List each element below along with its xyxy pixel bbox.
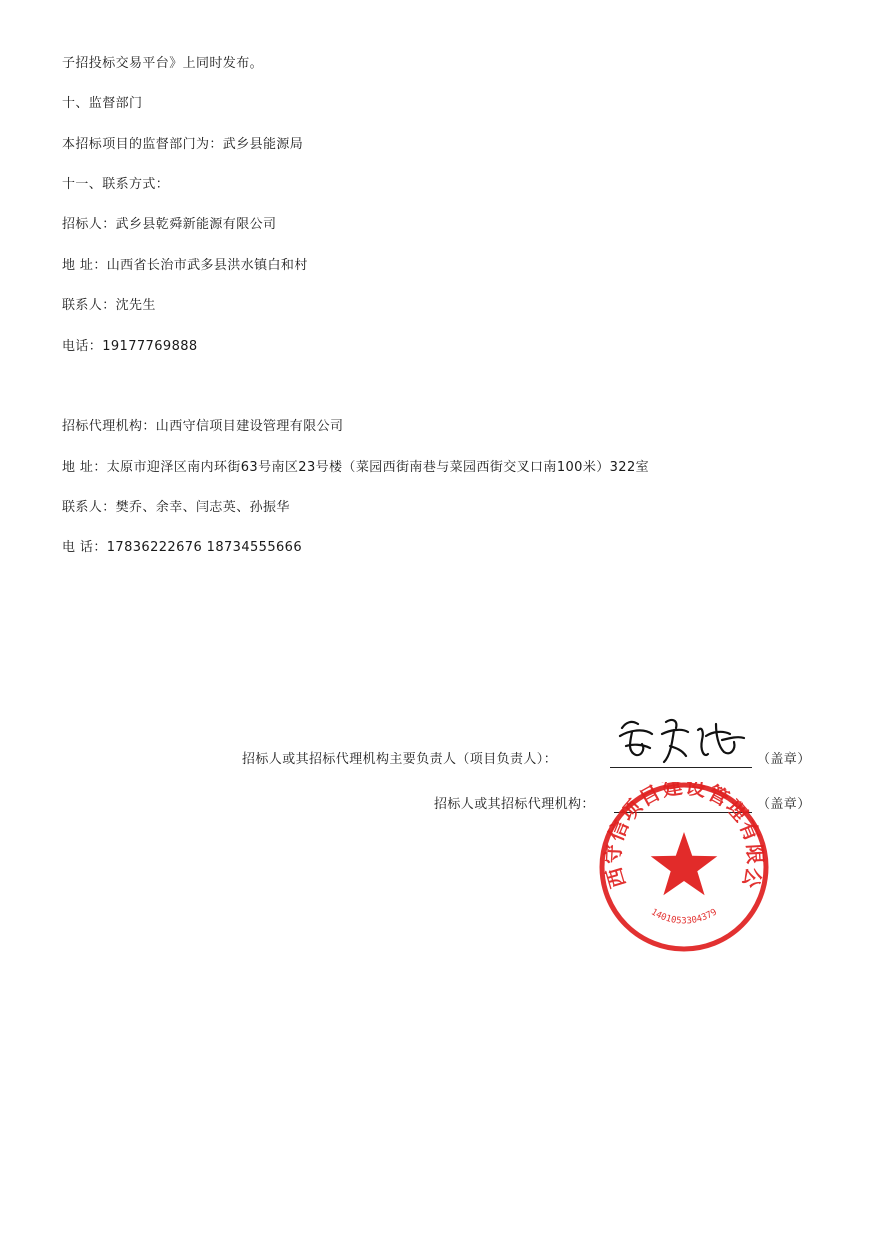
agency-phone: 电 话：17836222676 18734555666 xyxy=(62,540,303,555)
agency-contacts: 联系人：樊乔、余幸、闫志英、孙振华 xyxy=(62,500,290,515)
seal-svg xyxy=(594,782,774,952)
responsible-label: 招标人或其招标代理机构主要负责人（项目负责人）： xyxy=(242,752,558,767)
handwritten-signature xyxy=(612,710,752,772)
agency-seal-suffix: （盖章） xyxy=(757,797,811,812)
section-heading-contact: 十一、联系方式： xyxy=(62,177,170,192)
tenderer-name: 招标人：武乡县乾舜新能源有限公司 xyxy=(62,217,277,232)
text-line-publish: 子招投标交易平台》上同时发布。 xyxy=(62,56,264,71)
agency-address: 地 址：太原市迎泽区南内环街63号南区23号楼（菜园西街南巷与菜园西街交叉口南100米）322室 xyxy=(62,460,650,475)
responsible-seal-suffix: （盖章） xyxy=(757,752,811,767)
section-heading-supervision: 十、监督部门 xyxy=(62,96,143,111)
seal-code-text: 1401053304379 xyxy=(649,907,719,927)
official-seal xyxy=(594,782,774,952)
agency-name: 招标代理机构：山西守信项目建设管理有限公司 xyxy=(62,419,344,434)
text-line-supervision-dept: 本招标项目的监督部门为：武乡县能源局 xyxy=(62,137,304,152)
tenderer-contact: 联系人：沈先生 xyxy=(62,298,156,313)
tenderer-address: 地 址：山西省长治市武多县洪水镇白和村 xyxy=(62,258,308,273)
agency-label: 招标人或其招标代理机构： xyxy=(434,797,595,812)
tenderer-phone: 电话：19177769888 xyxy=(62,339,198,354)
signature-svg xyxy=(612,710,752,772)
seal-star-icon xyxy=(651,832,718,895)
seal-name-text: 西守信项目建设管理有限公 xyxy=(600,782,768,891)
